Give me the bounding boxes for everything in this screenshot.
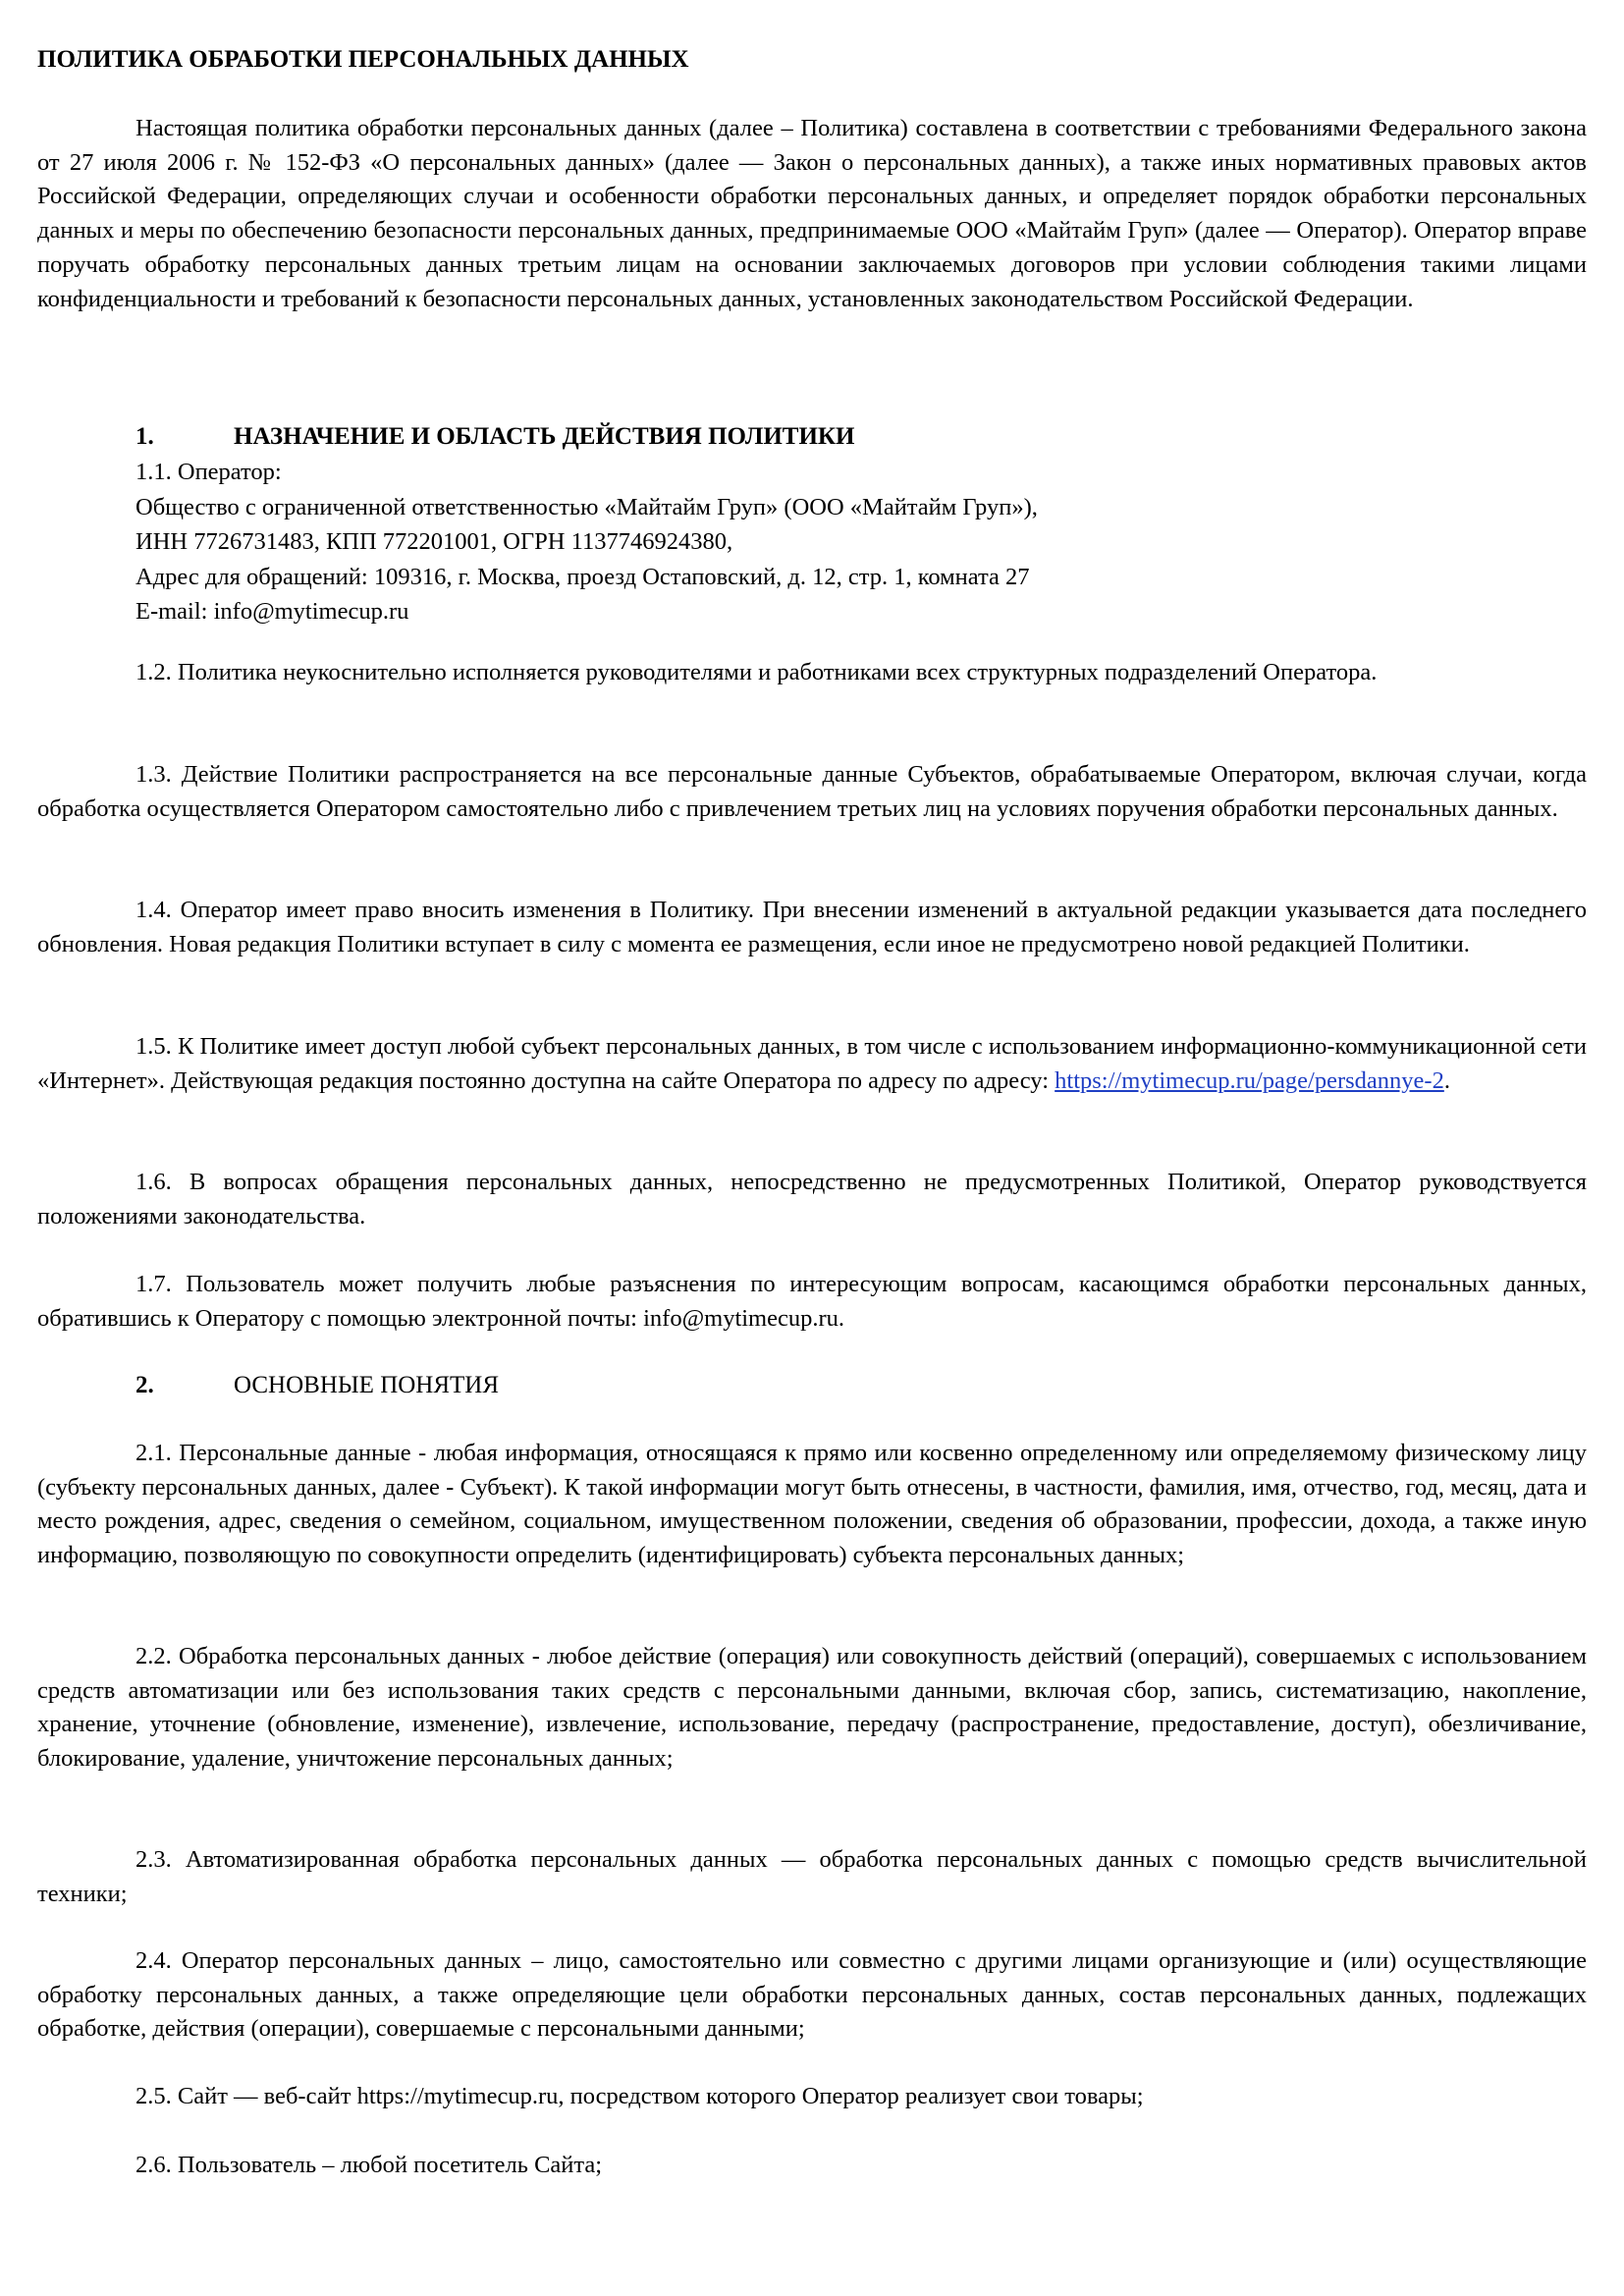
section-2-title: ОСНОВНЫЕ ПОНЯТИЯ <box>234 1372 500 1398</box>
section-1-title: НАЗНАЧЕНИЕ И ОБЛАСТЬ ДЕЙСТВИЯ ПОЛИТИКИ <box>234 423 855 450</box>
persdannye-link[interactable]: https://mytimecup.ru/page/persdannye-2 <box>1055 1066 1444 1094</box>
operator-line: Общество с ограниченной ответственностью «Майтайм Груп» (ООО «Майтайм Груп»), <box>135 493 1038 520</box>
paragraph-1-2: 1.2. Политика неукоснительно исполняется руководителями и работниками всех структурных подразделений Оператора. <box>135 659 1378 685</box>
document-title: ПОЛИТИКА ОБРАБОТКИ ПЕРСОНАЛЬНЫХ ДАННЫХ <box>37 46 689 73</box>
section-2-heading <box>135 1369 499 1402</box>
intro-paragraph: Настоящая политика обработки персональных данных (далее – Политика) составлена в соответствии с требованиями Федерального закона от 27 июля 2006 г. № 152-ФЗ «О персональных данных» (далее — Закон о персональных данных), а также иных нормативных правовых актов Российской Федерации, определяющих случаи и особенности обработки персональных данных, и определяет порядок обработки персональных данных и меры по обеспечению безопасности персональных данных, предпринимаемые ООО «Майтайм Груп» (далее — Оператор). Оператор вправе поручать обработку персональных данных третьим лицам на основании заключаемых договоров при условии соблюдения такими лицами конфиденциальности и требований к безопасности персональных данных, установленных законодательством Российской Федерации. <box>37 115 1587 312</box>
paragraph-2-3: 2.3. Автоматизированная обработка персональных данных — обработка персональных данных с помощью средств вычислительной техники; <box>37 1846 1587 1907</box>
paragraph-1-5-end: . <box>1443 1066 1450 1094</box>
paragraph-2-1: 2.1. Персональные данные - любая информация, относящаяся к прямо или косвенно определенному или определяемому физическому лицу (субъекту персональных данных, далее - Субъект). К такой информации могут быть отнесены, в частности, фамилия, имя, отчество, год, месяц, дата и место рождения, адрес, сведения о семейном, социальном, имущественном положении, сведения об образовании, профессии, дохода, а также иную информацию, позволяющую по совокупности определить (идентифицировать) субъекта персональных данных; <box>37 1440 1587 1569</box>
paragraph-2-5: 2.5. Сайт — веб-сайт https://mytimecup.ru, посредством которого Оператор реализует свои товары; <box>135 2083 1144 2109</box>
section-2-number: 2. <box>135 1372 154 1398</box>
operator-line: ИНН 7726731483, КПП 772201001, ОГРН 1137746924380, <box>135 528 733 555</box>
paragraph-2-6: 2.6. Пользователь – любой посетитель Сайта; <box>135 2152 603 2178</box>
operator-line: Адрес для обращений: 109316, г. Москва, проезд Остаповский, д. 12, стр. 1, комната 27 <box>135 563 1030 590</box>
paragraph-1-5 <box>37 1030 1587 1098</box>
operator-line: 1.1. Оператор: <box>135 459 282 485</box>
section-1-heading <box>135 420 855 454</box>
paragraph-1-7: 1.7. Пользователь может получить любые разъяснения по интересующим вопросам, касающимся обработки персональных данных, обратившись к Оператору с помощью электронной почты: info@mytimecup.ru. <box>37 1271 1587 1332</box>
paragraph-1-6: 1.6. В вопросах обращения персональных данных, непосредственно не предусмотренных Политикой, Оператор руководствуется положениями законодательства. <box>37 1169 1587 1230</box>
section-1-number: 1. <box>135 423 154 450</box>
paragraph-1-5-text: 1.5. К Политике имеет доступ любой субъект персональных данных, в том числе с использованием информационно-коммуникационной сети «Интернет». Действующая редакция постоянно доступна на сайте Оператора по адресу по адресу: <box>37 1033 1587 1094</box>
paragraph-1-4: 1.4. Оператор имеет право вносить изменения в Политику. При внесении изменений в актуальной редакции указывается дата последнего обновления. Новая редакция Политики вступает в силу с момента ее размещения, если иное не предусмотрено новой редакцией Политики. <box>37 897 1587 957</box>
operator-details <box>135 455 1038 629</box>
paragraph-1-3: 1.3. Действие Политики распространяется на все персональные данные Субъектов, обрабатываемые Оператором, включая случаи, когда обработка осуществляется Оператором самостоятельно либо с привлечением третьих лиц на условиях поручения обработки персональных данных. <box>37 761 1587 822</box>
paragraph-2-2: 2.2. Обработка персональных данных - любое действие (операция) или совокупность действий (операций), совершаемых с использованием средств автоматизации или без использования таких средств с персональными данными, включая сбор, запись, систематизацию, накопление, хранение, уточнение (обновление, изменение), извлечение, использование, передачу (распространение, предоставление, доступ), обезличивание, блокирование, удаление, уничтожение персональных данных; <box>37 1643 1587 1773</box>
operator-line: E-mail: info@mytimecup.ru <box>135 598 409 625</box>
paragraph-2-4: 2.4. Оператор персональных данных – лицо, самостоятельно или совместно с другими лицами организующие и (или) осуществляющие обработку персональных данных, а также определяющие цели обработки персональных данных, состав персональных данных, подлежащих обработке, действия (операции), совершаемые с персональными данными; <box>37 1947 1587 2043</box>
